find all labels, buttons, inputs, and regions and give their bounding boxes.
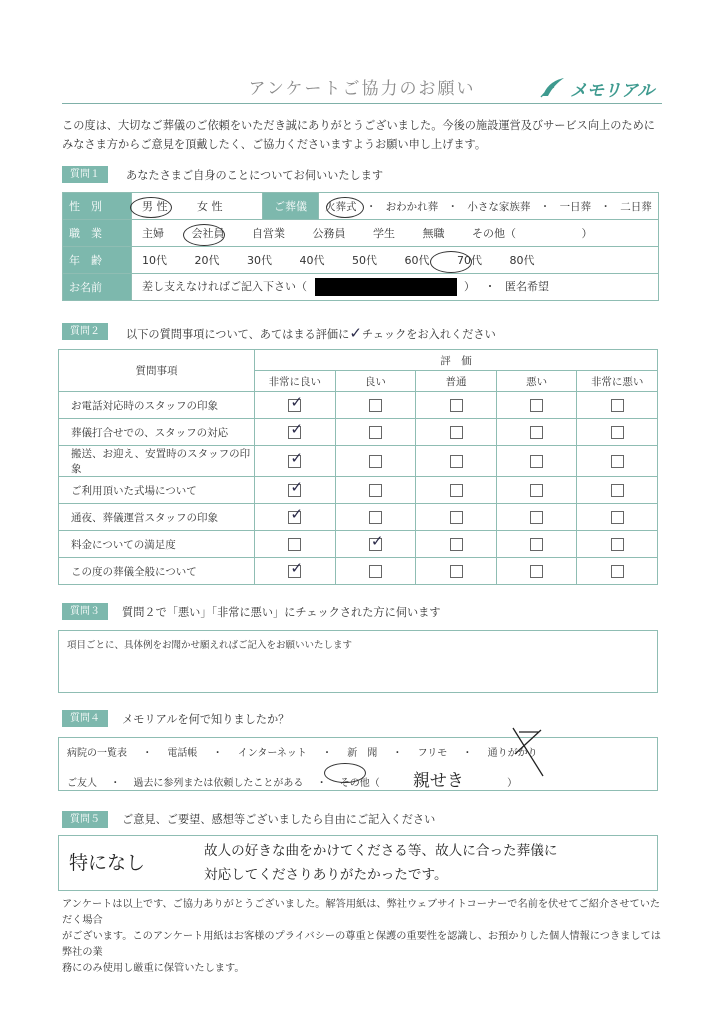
- evaluation-checkbox[interactable]: [369, 531, 384, 551]
- evaluation-cell: [335, 419, 416, 446]
- evaluation-checkbox[interactable]: [611, 455, 624, 468]
- source-separator: ・: [316, 778, 327, 789]
- eval-column-header: 非常に悪い: [577, 371, 658, 392]
- evaluation-cell: [416, 446, 497, 477]
- footer-notice: [62, 897, 662, 977]
- evaluation-row: [59, 504, 658, 531]
- evaluation-checkbox[interactable]: [288, 419, 303, 439]
- gender-male[interactable]: 男 性: [142, 200, 168, 213]
- checkmark-icon: ✓: [290, 558, 303, 577]
- job-option-other-close: ）: [581, 227, 593, 240]
- name-redacted-field[interactable]: [315, 278, 457, 296]
- evaluation-cell: [255, 504, 336, 531]
- age-label: 年 齢: [63, 247, 132, 274]
- evaluation-checkbox[interactable]: [611, 538, 624, 551]
- evaluation-cell: [255, 419, 336, 446]
- evaluation-item-label: 搬送、お迎え、安置時のスタッフの印象: [59, 446, 255, 477]
- evaluation-checkbox[interactable]: [450, 565, 463, 578]
- evaluation-checkbox[interactable]: [369, 426, 382, 439]
- job-option-kaishain[interactable]: 会社員: [191, 227, 225, 240]
- eval-column-header: 良い: [335, 371, 416, 392]
- age-options: [132, 247, 659, 274]
- q3-box-prompt: 項目ごとに、具体例をお聞かせ願えればご記入をお願いいたします: [67, 640, 353, 651]
- title-divider: [62, 103, 662, 104]
- job-option-jiei[interactable]: 自営業: [252, 227, 285, 240]
- evaluation-cell: [577, 504, 658, 531]
- q4-row-2: [67, 766, 517, 791]
- brand-logo-text: メモリアル: [570, 81, 655, 101]
- evaluation-checkbox[interactable]: [611, 511, 624, 524]
- source-other-handwritten: 親せき: [412, 771, 464, 791]
- q3-text: 質問２で「悪い」「非常に悪い」にチェックされた方に伺います: [122, 606, 441, 619]
- funeral-separator: ・: [447, 200, 459, 213]
- job-option-mushoku[interactable]: 無職: [422, 227, 445, 240]
- evaluation-checkbox[interactable]: [450, 426, 463, 439]
- age-option-40[interactable]: 40代: [299, 254, 325, 267]
- evaluation-checkbox[interactable]: [369, 511, 382, 524]
- intro-text: [62, 116, 662, 154]
- evaluation-row: [59, 477, 658, 504]
- eval-column-header: 普通: [416, 371, 497, 392]
- evaluation-checkbox[interactable]: [450, 455, 463, 468]
- source-newspaper[interactable]: 新 聞: [347, 748, 378, 759]
- job-selected-circle: [183, 224, 225, 246]
- q5-tag: 質問５: [62, 811, 108, 828]
- source-past-attendance[interactable]: 過去に参列または依頼したことがある: [133, 778, 304, 789]
- evaluation-checkbox[interactable]: [530, 565, 543, 578]
- funeral-option-kazoku[interactable]: 小さな家族葬: [467, 200, 531, 213]
- evaluation-checkbox[interactable]: [530, 455, 543, 468]
- evaluation-cell: [496, 531, 577, 558]
- eval-column-header: 悪い: [496, 371, 577, 392]
- age-option-50[interactable]: 50代: [352, 254, 377, 267]
- evaluation-checkbox[interactable]: [369, 565, 382, 578]
- evaluation-row: [59, 419, 658, 446]
- age-option-60[interactable]: 60代: [404, 254, 430, 267]
- evaluation-checkbox[interactable]: [369, 399, 382, 412]
- checkmark-icon: ✓: [290, 504, 303, 523]
- header-eval: 評 価: [255, 350, 658, 371]
- checkmark-icon: ✓: [290, 448, 303, 467]
- intro-line-2: みなさま方からご意見を頂戴したく、ご協力くださいますようお願い申し上げます。: [62, 138, 487, 151]
- job-option-other[interactable]: その他（: [472, 227, 516, 240]
- evaluation-checkbox[interactable]: [288, 538, 301, 551]
- evaluation-checkbox[interactable]: [530, 484, 543, 497]
- evaluation-row: [59, 558, 658, 585]
- q4-row-1: [67, 744, 538, 759]
- q1-text: あなたさまご自身のことについてお伺いいたします: [126, 169, 384, 182]
- footer-line-2: がございます。このアンケート用紙はお客様のプライバシーの尊重と保護の重要性を認識し、お預かりした個人情報につきましては弊社の業: [62, 931, 661, 958]
- q4-text: メモリアルを何で知りましたか？: [122, 713, 290, 726]
- evaluation-cell: [577, 531, 658, 558]
- evaluation-checkbox[interactable]: [369, 484, 382, 497]
- evaluation-cell: [335, 558, 416, 585]
- evaluation-checkbox[interactable]: [450, 511, 463, 524]
- evaluation-cell: [416, 531, 497, 558]
- funeral-option-kaso[interactable]: 火葬式: [325, 200, 357, 213]
- header-item: 質問事項: [59, 350, 255, 392]
- funeral-option-ichinichi[interactable]: 一日葬: [559, 200, 592, 213]
- source-separator: ・: [212, 748, 223, 759]
- source-separator: ・: [462, 748, 473, 759]
- evaluation-cell: [577, 419, 658, 446]
- gender-female[interactable]: 女 性: [197, 200, 223, 213]
- evaluation-cell: [496, 558, 577, 585]
- evaluation-checkbox[interactable]: [450, 484, 463, 497]
- evaluation-cell: [416, 558, 497, 585]
- q5-handwritten-line-1: 故人の好きな曲をかけてくださる等、故人に合った葬儀に: [204, 843, 558, 859]
- source-other[interactable]: その他（: [339, 778, 380, 789]
- evaluation-row: [59, 446, 658, 477]
- q2-text-before: 以下の質問事項について、あてはまる評価に: [126, 328, 350, 341]
- source-friend[interactable]: ご友人: [67, 778, 97, 789]
- funeral-options: [319, 193, 659, 220]
- evaluation-cell: [496, 477, 577, 504]
- funeral-separator: ・: [600, 200, 611, 213]
- strike-mark-icon: [505, 724, 550, 780]
- evaluation-checkbox[interactable]: [450, 399, 463, 412]
- age-option-30[interactable]: 30代: [247, 254, 272, 267]
- q1-tag: 質問１: [62, 166, 108, 183]
- evaluation-cell: [255, 531, 336, 558]
- evaluation-cell: [255, 558, 336, 585]
- evaluation-checkbox[interactable]: [288, 392, 303, 412]
- evaluation-cell: [416, 392, 497, 419]
- source-passing-by[interactable]: 通りがかり: [487, 748, 538, 759]
- name-prompt: 差し支えなければご記入下さい（: [142, 280, 307, 293]
- funeral-option-owakare[interactable]: おわかれ葬: [385, 200, 439, 213]
- evaluation-cell: [255, 446, 336, 477]
- funeral-selected-circle: [326, 197, 364, 218]
- evaluation-cell: [335, 531, 416, 558]
- checkmark-icon: ✓: [370, 531, 384, 550]
- evaluation-cell: [577, 446, 658, 477]
- evaluation-checkbox[interactable]: [611, 426, 624, 439]
- checkmark-icon: ✓: [290, 419, 303, 438]
- evaluation-cell: [496, 504, 577, 531]
- funeral-separator: ・: [365, 200, 377, 213]
- evaluation-item-label: 料金についての満足度: [59, 531, 255, 558]
- evaluation-checkbox[interactable]: [530, 538, 543, 551]
- page-title: アンケートご協力のお願い: [248, 79, 476, 99]
- job-label: 職 業: [63, 220, 132, 247]
- checkmark-icon: ✓: [290, 392, 303, 411]
- evaluation-checkbox[interactable]: [369, 455, 382, 468]
- evaluation-checkbox[interactable]: [288, 558, 303, 578]
- evaluation-checkbox[interactable]: [530, 399, 543, 412]
- q2-tag: 質問２: [62, 323, 108, 340]
- evaluation-row: [59, 392, 658, 419]
- job-option-gakusei[interactable]: 学生: [373, 227, 395, 240]
- q2-text-after: チェックをお入れください: [361, 328, 496, 341]
- anonymous-option[interactable]: 匿名希望: [505, 280, 549, 293]
- gender-selected-circle: [130, 197, 172, 218]
- source-furimo[interactable]: フリモ: [417, 748, 448, 759]
- q3-answer-box[interactable]: [58, 630, 658, 693]
- evaluation-table: [58, 349, 658, 585]
- evaluation-cell: [577, 477, 658, 504]
- evaluation-item-label: ご利用頂いた式場について: [59, 477, 255, 504]
- age-option-70[interactable]: 70代: [457, 254, 482, 267]
- source-separator: ・: [142, 748, 153, 759]
- q4-tag: 質問４: [62, 710, 108, 727]
- name-label: お名前: [63, 274, 132, 301]
- gender-label: 性 別: [63, 193, 132, 220]
- evaluation-cell: [335, 392, 416, 419]
- q4-selected-circle: [324, 763, 366, 783]
- age-selected-circle: [430, 251, 472, 273]
- checkmark-icon: ✓: [290, 477, 303, 496]
- evaluation-cell: [255, 392, 336, 419]
- evaluation-cell: [577, 392, 658, 419]
- footer-line-3: 務にのみ使用し厳重に保管いたします。: [62, 963, 245, 974]
- funeral-label: ご葬儀: [263, 193, 319, 220]
- evaluation-item-label: この度の葬儀全般について: [59, 558, 255, 585]
- evaluation-cell: [335, 446, 416, 477]
- evaluation-item-label: 葬儀打合せでの、スタッフの対応: [59, 419, 255, 446]
- source-internet[interactable]: インターネット: [237, 748, 307, 759]
- evaluation-checkbox[interactable]: [611, 484, 624, 497]
- name-separator: ・: [484, 280, 496, 293]
- checkmark-icon: ✓: [349, 324, 362, 342]
- evaluation-cell: [335, 477, 416, 504]
- evaluation-cell: [416, 477, 497, 504]
- job-option-komuin[interactable]: 公務員: [312, 227, 346, 240]
- name-close: ）: [464, 280, 475, 293]
- evaluation-checkbox[interactable]: [611, 565, 624, 578]
- evaluation-cell: [577, 558, 658, 585]
- evaluation-cell: [496, 392, 577, 419]
- q2-text: [126, 324, 496, 342]
- evaluation-checkbox[interactable]: [288, 504, 303, 524]
- q5-answer-box[interactable]: [58, 835, 658, 891]
- funeral-option-futsuka[interactable]: 二日葬: [620, 200, 652, 213]
- age-option-10[interactable]: 10代: [142, 254, 167, 267]
- source-separator: ・: [110, 778, 121, 789]
- evaluation-checkbox[interactable]: [530, 511, 543, 524]
- q5-handwritten-left: 特になし: [69, 852, 146, 874]
- source-separator: ・: [322, 748, 333, 759]
- source-separator: ・: [392, 748, 403, 759]
- source-hospital-list[interactable]: 病院の一覧表: [67, 748, 127, 759]
- evaluation-cell: [416, 419, 497, 446]
- evaluation-cell: [255, 477, 336, 504]
- eval-column-header: 非常に良い: [255, 371, 336, 392]
- evaluation-checkbox[interactable]: [530, 426, 543, 439]
- age-option-20[interactable]: 20代: [194, 254, 220, 267]
- evaluation-row: [59, 531, 658, 558]
- evaluation-cell: [335, 504, 416, 531]
- funeral-separator: ・: [539, 200, 551, 213]
- source-other-close: ）: [507, 778, 518, 789]
- evaluation-checkbox[interactable]: [450, 538, 463, 551]
- job-option-shufu[interactable]: 主婦: [142, 227, 164, 240]
- age-option-80[interactable]: 80代: [509, 254, 535, 267]
- evaluation-checkbox[interactable]: [288, 477, 303, 497]
- footer-line-1: アンケートは以上です、ご協力ありがとうございました。解答用紙は、弊社ウェブサイトコーナーで名前を伏せてご紹介させていただく場合: [62, 899, 661, 926]
- source-phonebook[interactable]: 電話帳: [167, 748, 198, 759]
- evaluation-cell: [416, 504, 497, 531]
- evaluation-item-label: お電話対応時のスタッフの印象: [59, 392, 255, 419]
- q5-text: ご意見、ご要望、感想等ございましたら自由にご記入ください: [122, 813, 436, 826]
- evaluation-cell: [496, 446, 577, 477]
- leaf-logo-icon: [540, 76, 566, 100]
- evaluation-cell: [496, 419, 577, 446]
- intro-line-1: この度は、大切なご葬儀のご依頼をいただき誠にありがとうございました。今後の施設運営及びサービス向上のために: [62, 119, 655, 132]
- q4-answer-box: [58, 737, 658, 791]
- name-row: [132, 274, 659, 301]
- evaluation-item-label: 通夜、葬儀運営スタッフの印象: [59, 504, 255, 531]
- evaluation-checkbox[interactable]: [611, 399, 624, 412]
- evaluation-checkbox[interactable]: [288, 448, 303, 468]
- q3-tag: 質問３: [62, 603, 108, 620]
- q5-handwritten-line-2: 対応してくださりありがたかったです。: [204, 867, 448, 883]
